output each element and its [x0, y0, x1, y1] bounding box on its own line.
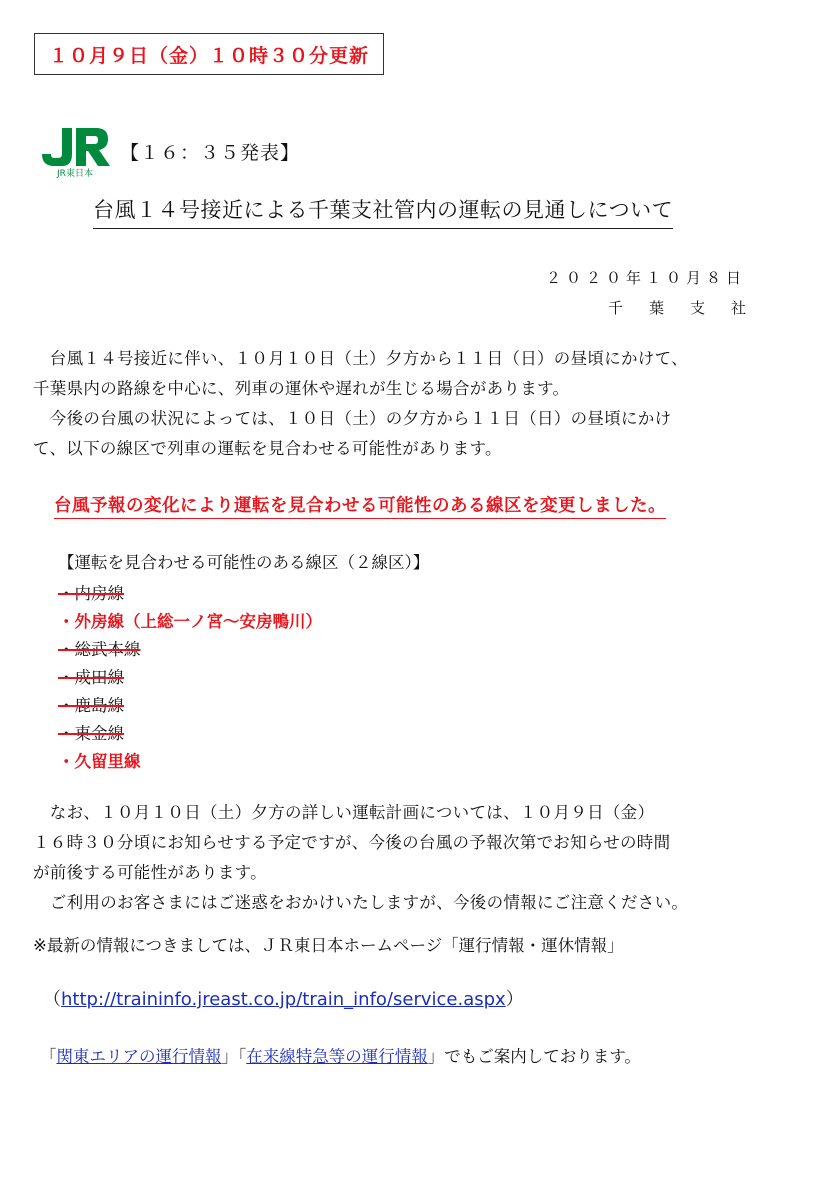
service-info-link[interactable]: http://traininfo.jreast.co.jp/train_info/service.aspx: [61, 989, 506, 1010]
update-timestamp-box: １０月９日（金）１０時３０分更新: [34, 33, 384, 75]
page-title: 台風１４号接近による千葉支社管内の運転の見通しについて: [93, 194, 673, 229]
url-open-paren: （: [43, 989, 61, 1010]
line-item-narita: ・成田線: [58, 668, 124, 687]
issuing-office: 千葉支社: [607, 299, 772, 317]
announcement-time: 【１６：３５発表】: [120, 142, 301, 164]
followup-line: ご利用のお客さまにはご迷惑をおかけいたしますが、今後の情報にご注意ください。: [33, 893, 689, 912]
line-item-sotobo: ・外房線（上総一ノ宮～安房鴨川）: [58, 612, 322, 631]
intro-line: 千葉県内の路線を中心に、列車の運休や遅れが生じる場合があります。: [33, 379, 570, 398]
line-item-uchibo: ・内房線: [58, 584, 124, 603]
info-note: ※最新の情報につきましては、ＪＲ東日本ホームページ「運行情報・運休情報」: [33, 936, 624, 955]
issue-date: ２０２０年１０月８日: [545, 269, 746, 287]
limited-express-info-link[interactable]: 在来線特急等の運行情報: [246, 1047, 428, 1066]
jr-east-logo: [38, 124, 112, 178]
quote-open: 「: [40, 1047, 57, 1066]
followup-line: １６時３０分頃にお知らせする予定ですが、今後の台風の予報次第でお知らせの時間: [33, 833, 671, 852]
followup-paragraph: [33, 798, 793, 918]
change-notice: 台風予報の変化により運転を見合わせる可能性のある線区を変更しました。: [54, 492, 666, 519]
url-line: [43, 985, 524, 1011]
line-item-sobu-main: ・総武本線: [58, 640, 141, 659]
links-tail-text: でもご案内しております。: [444, 1047, 641, 1066]
intro-line: 台風１４号接近に伴い、１０月１０日（土）夕方から１１日（日）の昼頃にかけて、: [33, 349, 688, 368]
url-close-paren: ）: [505, 989, 524, 1010]
related-links: [40, 1043, 641, 1067]
followup-line: が前後する可能性があります。: [33, 863, 267, 882]
intro-paragraph: [33, 344, 793, 464]
line-item-kururi: ・久留里線: [58, 752, 141, 771]
followup-line: なお、１０月１０日（土）夕方の詳しい運転計画については、１０月９日（金）: [33, 803, 655, 822]
line-item-kashima: ・鹿島線: [58, 696, 124, 715]
intro-line: て、以下の線区で列車の運転を見合わせる可能性があります。: [33, 439, 502, 458]
quote-close: 」: [427, 1047, 445, 1066]
kanto-area-info-link[interactable]: 関東エリアの運行情報: [56, 1047, 222, 1066]
lines-list-header: 【運転を見合わせる可能性のある線区（２線区）】: [58, 553, 430, 572]
logo-subtitle: JR東日本: [57, 169, 93, 178]
quote-mid: 」「: [221, 1047, 247, 1066]
intro-line: 今後の台風の状況によっては、１０日（土）の夕方から１１日（日）の昼頃にかけ: [33, 409, 672, 428]
line-item-togane: ・東金線: [58, 724, 124, 743]
